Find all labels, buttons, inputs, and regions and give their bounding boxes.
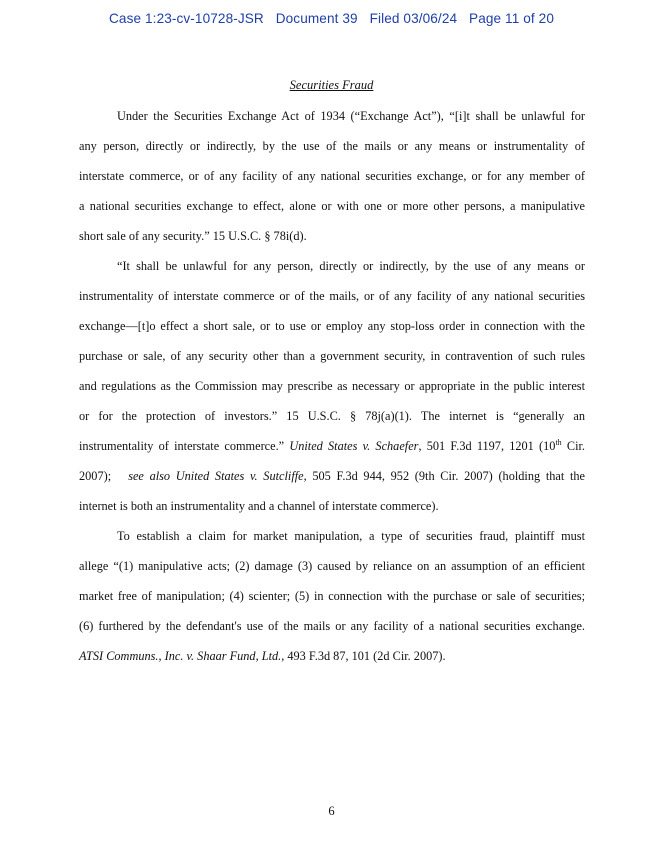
paragraph-line: allege “(1) manipulative acts; (2) damage (3) caused by reliance on an assumption of an efficient bbox=[79, 559, 585, 573]
paragraph-line: a national securities exchange to effect, alone or with one or more other persons, a manipulative bbox=[79, 199, 585, 213]
section-title: Securities Fraud bbox=[289, 78, 374, 92]
text-run: , 493 F.3d 87, 101 (2d Cir. 2007). bbox=[281, 649, 446, 663]
text-run: instrumentality of interstate commerce.” bbox=[79, 439, 285, 453]
text-run: Cir. bbox=[561, 439, 585, 453]
case-citation: ATSI Communs., Inc. v. Shaar Fund, Ltd. bbox=[79, 649, 282, 663]
superscript: th bbox=[555, 437, 562, 447]
case-header bbox=[0, 11, 663, 26]
page-count: Page 11 of 20 bbox=[469, 11, 554, 26]
paragraph-line bbox=[79, 438, 585, 454]
paragraph-line: (6) furthered by the defendant's use of the mails or any facility of a national securities exchange. bbox=[79, 619, 585, 633]
filed-date: Filed 03/06/24 bbox=[369, 11, 458, 26]
paragraph-line: Under the Securities Exchange Act of 1934 (“Exchange Act”), “[i]t shall be unlawful for bbox=[117, 109, 585, 123]
paragraph-line bbox=[79, 468, 585, 484]
document-number: Document 39 bbox=[275, 11, 358, 26]
paragraph-line: exchange—[t]o effect a short sale, or to use or employ any stop-loss order in connection with the bbox=[79, 319, 585, 333]
paragraph-line: and regulations as the Commission may prescribe as necessary or appropriate in the public interest bbox=[79, 379, 585, 393]
paragraph-line: any person, directly or indirectly, by the use of the mails or any means or instrumentality of bbox=[79, 139, 585, 153]
text-run: , 501 F.3d 1197, 1201 (10 bbox=[418, 439, 556, 453]
paragraph-line: short sale of any security.” 15 U.S.C. § 78i(d). bbox=[79, 229, 307, 243]
text-run: 2007); bbox=[79, 469, 112, 483]
paragraph-line: purchase or sale, of any security other than a government security, in contravention of such rules bbox=[79, 349, 585, 363]
case-citation: see also United States v. Sutcliffe bbox=[128, 469, 304, 483]
case-number: Case 1:23-cv-10728-JSR bbox=[109, 11, 264, 26]
text-run: , 505 F.3d 944, 952 (9th Cir. 2007) (holding that the bbox=[303, 469, 585, 483]
paragraph-line: instrumentality of interstate commerce or of the mails, or of any facility of any national securities bbox=[79, 289, 585, 303]
paragraph-line: market free of manipulation; (4) scienter; (5) in connection with the purchase or sale of securities; bbox=[79, 589, 585, 603]
paragraph-line: or for the protection of investors.” 15 U.S.C. § 78j(a)(1). The internet is “generally an bbox=[79, 409, 585, 423]
paragraph-line bbox=[79, 648, 585, 664]
case-citation: United States v. Schaefer bbox=[289, 439, 419, 453]
page-number: 6 bbox=[328, 804, 335, 818]
paragraph-line: interstate commerce, or of any facility of any national securities exchange, or for any member of bbox=[79, 169, 585, 183]
paragraph-line: “It shall be unlawful for any person, directly or indirectly, by the use of any means or bbox=[117, 259, 585, 273]
paragraph-line: internet is both an instrumentality and a channel of interstate commerce). bbox=[79, 499, 439, 513]
paragraph-line: To establish a claim for market manipulation, a type of securities fraud, plaintiff must bbox=[117, 529, 585, 543]
